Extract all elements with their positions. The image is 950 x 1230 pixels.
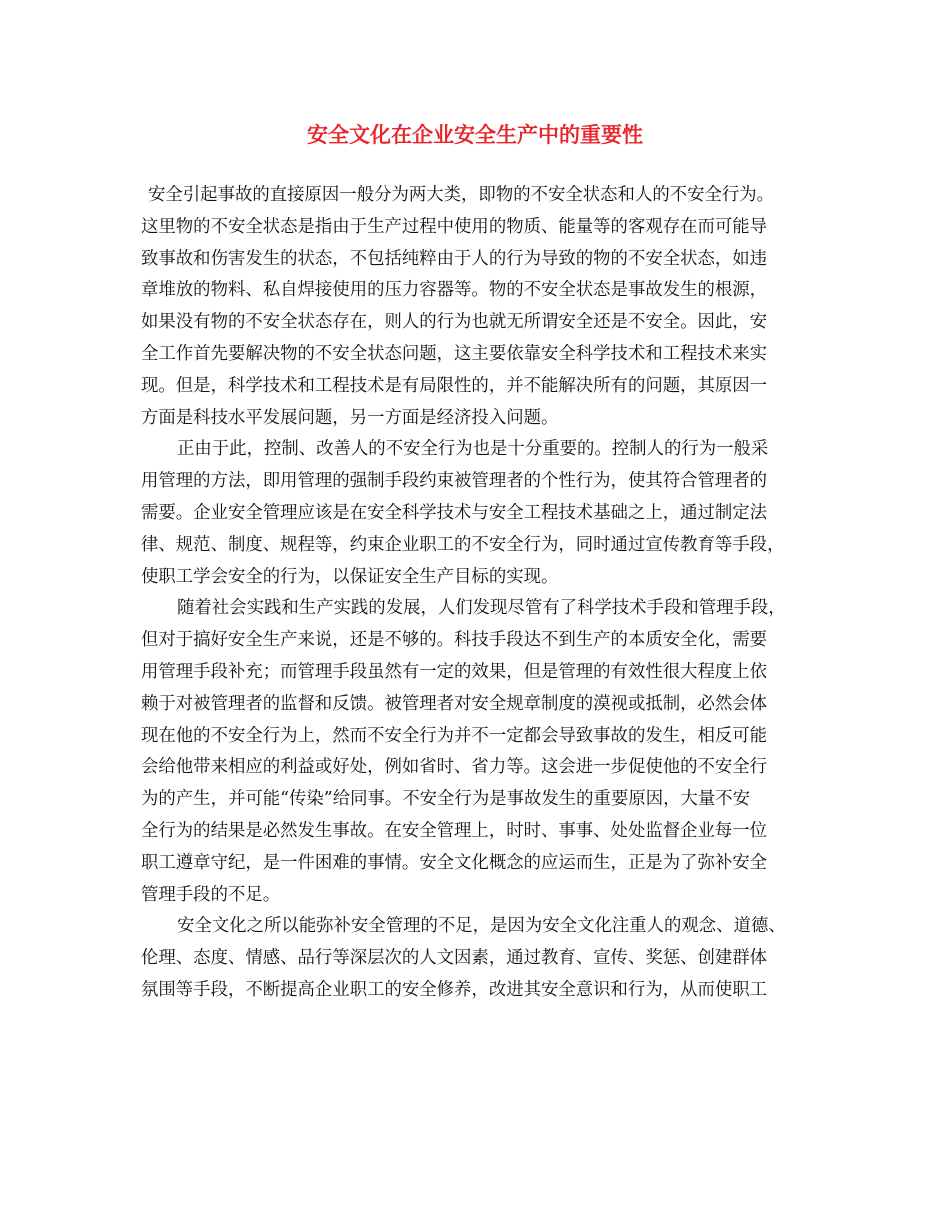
paragraph-line: 职工遵章守纪，是一件困难的事情。安全文化概念的应运而生，正是为了弥补安全: [141, 852, 768, 873]
paragraph-line: 正由于此，控制、改善人的不安全行为也是十分重要的。控制人的行为一般采: [177, 439, 769, 460]
document-body: [141, 180, 835, 1007]
paragraph-line: 现。但是，科学技术和工程技术是有局限性的，并不能解决所有的问题，其原因一: [141, 375, 768, 396]
paragraph-line: 律、规范、制度、规程等，约束企业职工的不安全行为，同时通过宣传教育等手段，: [141, 534, 785, 555]
paragraph-line: 全行为的结果是必然发生事故。在安全管理上，时时、事事、处处监督企业每一位: [141, 820, 768, 841]
paragraph-line: 但对于搞好安全生产来说，还是不够的。科技手段达不到生产的本质安全化，需要: [141, 630, 768, 651]
paragraph-line: 用管理手段补充；而管理手段虽然有一定的效果，但是管理的有效性很大程度上依: [141, 661, 768, 682]
paragraph: [141, 180, 835, 434]
paragraph-line: 氛围等手段，不断提高企业职工的安全修养，改进其安全意识和行为，从而使职工: [141, 979, 768, 1000]
paragraph-line: 需要。企业安全管理应该是在安全科学技术与安全工程技术基础之上，通过制定法: [141, 502, 768, 523]
paragraph: [141, 593, 835, 911]
paragraph-line: 随着社会实践和生产实践的发展，人们发现尽管有了科学技术手段和管理手段，: [177, 598, 786, 619]
paragraph-line: 安全引起事故的直接原因一般分为两大类，即物的不安全状态和人的不安全行为。: [148, 185, 775, 205]
document-title: 安全文化在企业安全生产中的重要性: [307, 123, 643, 147]
paragraph-line: 用管理的方法，即用管理的强制手段约束被管理者的个性行为，使其符合管理者的: [141, 471, 768, 492]
paragraph-line: 安全文化之所以能弥补安全管理的不足，是因为安全文化注重人的观念、道德、: [177, 916, 786, 937]
paragraph-line: 全工作首先要解决物的不安全状态问题，这主要依靠安全科学技术和工程技术来实: [141, 343, 768, 364]
paragraph-line: 伦理、态度、情感、品行等深层次的人文因素，通过教育、宣传、奖惩、创建群体: [141, 948, 768, 969]
paragraph-line: 如果没有物的不安全状态存在，则人的行为也就无所谓安全还是不安全。因此，安: [141, 312, 768, 333]
paragraph-line: 章堆放的物料、私自焊接使用的压力容器等。物的不安全状态是事故发生的根源，: [141, 280, 768, 301]
paragraph-line: 使职工学会安全的行为，以保证安全生产目标的实现。: [141, 566, 559, 587]
paragraph-line: 管理手段的不足。: [141, 884, 281, 905]
paragraph-line: 赖于对被管理者的监督和反馈。被管理者对安全规章制度的漠视或抵制，必然会体: [141, 693, 768, 714]
paragraph-line: 为的产生，并可能“传染”给同事。不安全行为是事故发生的重要原因，大量不安: [141, 789, 751, 810]
paragraph: [141, 911, 835, 1006]
paragraph-line: 会给他带来相应的利益或好处，例如省时、省力等。这会进一步促使他的不安全行: [141, 757, 768, 778]
paragraph-line: 方面是科技水平发展问题，另一方面是经济投入问题。: [141, 407, 559, 428]
paragraph-line: 致事故和伤害发生的状态，不包括纯粹由于人的行为导致的物的不安全状态，如违: [141, 248, 768, 269]
paragraph: [141, 434, 835, 593]
paragraph-line: 现在他的不安全行为上，然而不安全行为并不一定都会导致事故的发生，相反可能: [141, 725, 768, 746]
paragraph-line: 这里物的不安全状态是指由于生产过程中使用的物质、能量等的客观存在而可能导: [141, 216, 768, 237]
